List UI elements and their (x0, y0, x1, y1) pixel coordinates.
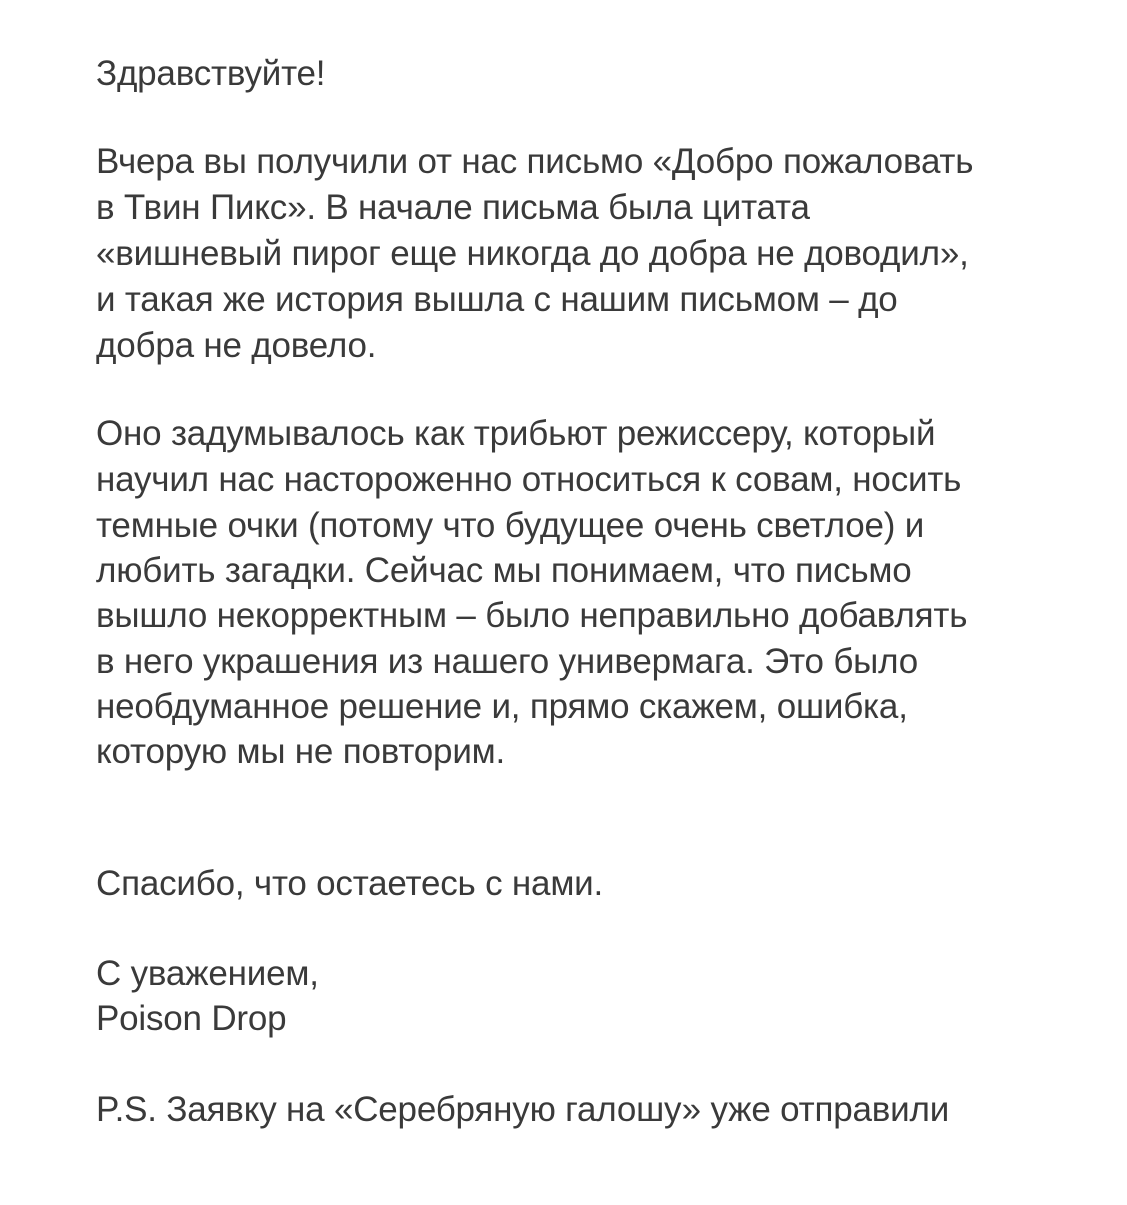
paragraph-2-line-4: любить загадки. Сейчас мы понимаем, что письмо (96, 551, 912, 590)
paragraph-2-line-1: Оно задумывалось как трибьют режиссеру, который (96, 414, 936, 453)
paragraph-2-line-3: темные очки (потому что будущее очень светлое) и (96, 506, 925, 545)
thanks-line: Спасибо, что остаетесь с нами. (96, 864, 604, 903)
paragraph-2-line-7: необдуманное решение и, прямо скажем, ошибка, (96, 687, 908, 726)
paragraph-2-line-5: вышло некорректным – было неправильно добавлять (96, 596, 968, 635)
paragraph-2-line-6: в него украшения из нашего универмага. Это было (96, 642, 919, 681)
paragraph-2-line-2: научил нас настороженно относиться к совам, носить (96, 460, 962, 499)
paragraph-1-line-1: Вчера вы получили от нас письмо «Добро пожаловать (96, 142, 974, 181)
paragraph-1-line-5: добра не довело. (96, 326, 377, 365)
paragraph-1-line-4: и такая же история вышла с нашим письмом – до (96, 280, 898, 319)
paragraph-1-line-2: в Твин Пикс». В начале письма была цитата (96, 188, 810, 227)
signature: Poison Drop (96, 999, 287, 1038)
postscript: P.S. Заявку на «Серебряную галошу» уже отправили (96, 1090, 950, 1129)
paragraph-1-line-3: «вишневый пирог еще никогда до добра не доводил», (96, 234, 969, 273)
paragraph-2-line-8: которую мы не повторим. (96, 732, 506, 771)
greeting: Здравствуйте! (96, 54, 326, 93)
closing-line: С уважением, (96, 954, 319, 993)
